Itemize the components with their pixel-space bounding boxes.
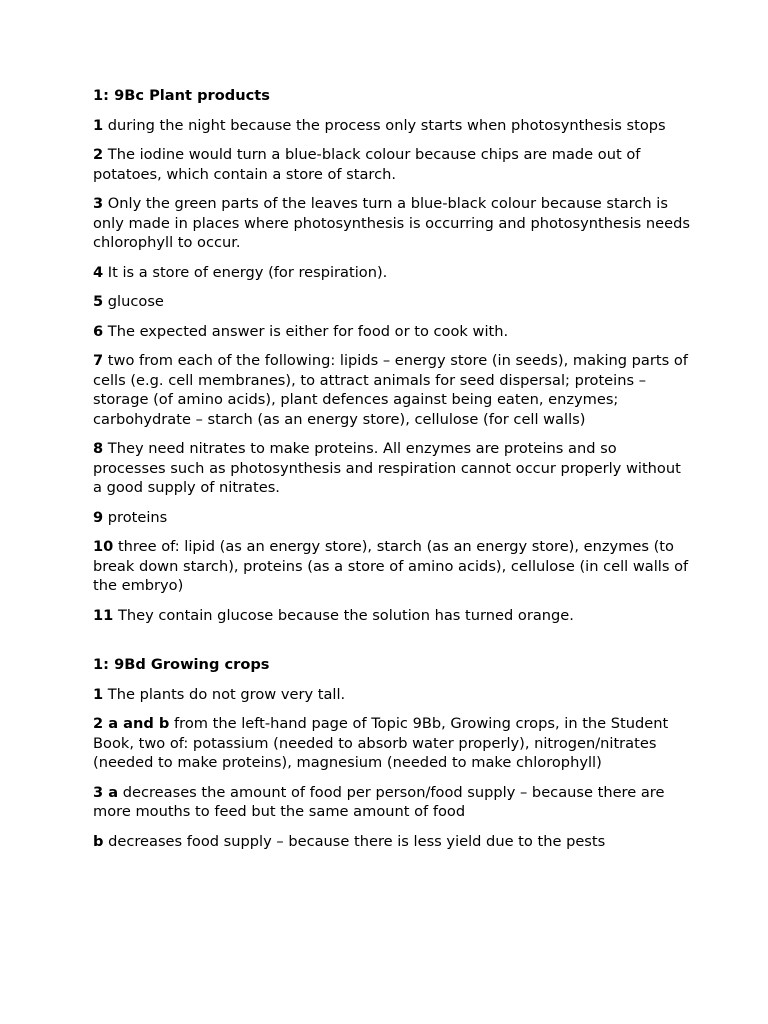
section-growing-crops (93, 655, 693, 851)
answer-number: 7 (93, 352, 104, 369)
answer-text: It is a store of energy (for respiration). (103, 263, 388, 281)
answer-number: 1 (93, 685, 104, 703)
answer-item (93, 606, 693, 626)
answer-item (93, 508, 693, 528)
answer-text: decreases the amount of food per person/food supply – because there are more mouths to feed but the same amount of food (93, 783, 665, 820)
answer-text: The iodine would turn a blue-black colour because chips are made out of potatoes, which contain a store of starch. (93, 146, 641, 183)
answer-text: Only the green parts of the leaves turn a blue-black colour because starch is only made in places where photosynthesis is occurring and photosynthesis needs chlorophyll to occur. (93, 195, 690, 251)
answer-number: 3 (93, 195, 104, 212)
answer-text: They need nitrates to make proteins. All enzymes are proteins and so processes such as photosynthesis and respiration cannot occur properly without a good supply of nitrates. (93, 440, 681, 496)
answer-item (93, 145, 693, 184)
answer-text: decreases food supply – because there is less yield due to the pests (103, 832, 606, 850)
answer-item (93, 116, 693, 136)
answer-item (93, 263, 693, 283)
answer-item (93, 322, 693, 342)
answer-item (93, 439, 693, 498)
answer-text: The plants do not grow very tall. (103, 685, 346, 703)
answer-number: 5 (93, 293, 104, 310)
answer-text: during the night because the process only starts when photosynthesis stops (103, 116, 666, 134)
answer-text: proteins (103, 508, 168, 526)
answer-number: 11 (93, 606, 114, 624)
answer-item (93, 292, 693, 312)
answer-number: 4 (93, 263, 104, 281)
section-title: 1: 9Bc Plant products (93, 87, 270, 104)
answer-text: The expected answer is either for food or to cook with. (103, 322, 509, 340)
answer-number: 3 a (93, 783, 119, 801)
answer-number: 8 (93, 440, 104, 457)
answer-text: They contain glucose because the solution has turned orange. (113, 606, 574, 624)
section-title: 1: 9Bd Growing crops (93, 656, 270, 673)
answer-item (93, 351, 693, 429)
answer-number: 10 (93, 538, 114, 555)
section-spacer (93, 635, 693, 655)
answer-number: 9 (93, 508, 104, 526)
answer-item (93, 537, 693, 596)
answer-number: b (93, 832, 104, 850)
answer-item (93, 714, 693, 773)
answer-number: 6 (93, 322, 104, 340)
answer-text: two from each of the following: lipids – energy store (in seeds), making parts of cells (e.g. cell membranes), to attract animals for seed dispersal; proteins – storage (of amino acids), plant defences against being eaten, enzymes; carbohydrate – starch (as an energy store), cellulose (for cell walls) (93, 352, 688, 428)
answer-text: glucose (103, 293, 164, 310)
section-plant-products (93, 86, 693, 625)
answer-number: 2 (93, 146, 104, 163)
answer-number: 2 a and b (93, 715, 170, 732)
answer-text: three of: lipid (as an energy store), starch (as an energy store), enzymes (to break down starch), proteins (as a store of amino acids), cellulose (in cell walls of the embryo) (93, 538, 689, 594)
answer-text: from the left-hand page of Topic 9Bb, Growing crops, in the Student Book, two of: potassium (needed to absorb water properly), nitrogen/nitrates (needed to make proteins), magnesium (needed to make chlorophyll) (93, 715, 669, 771)
answer-item (93, 194, 693, 253)
answer-item (93, 832, 693, 852)
answer-item (93, 685, 693, 705)
answer-number: 1 (93, 116, 104, 134)
answer-item (93, 783, 693, 822)
document-page (93, 86, 693, 861)
